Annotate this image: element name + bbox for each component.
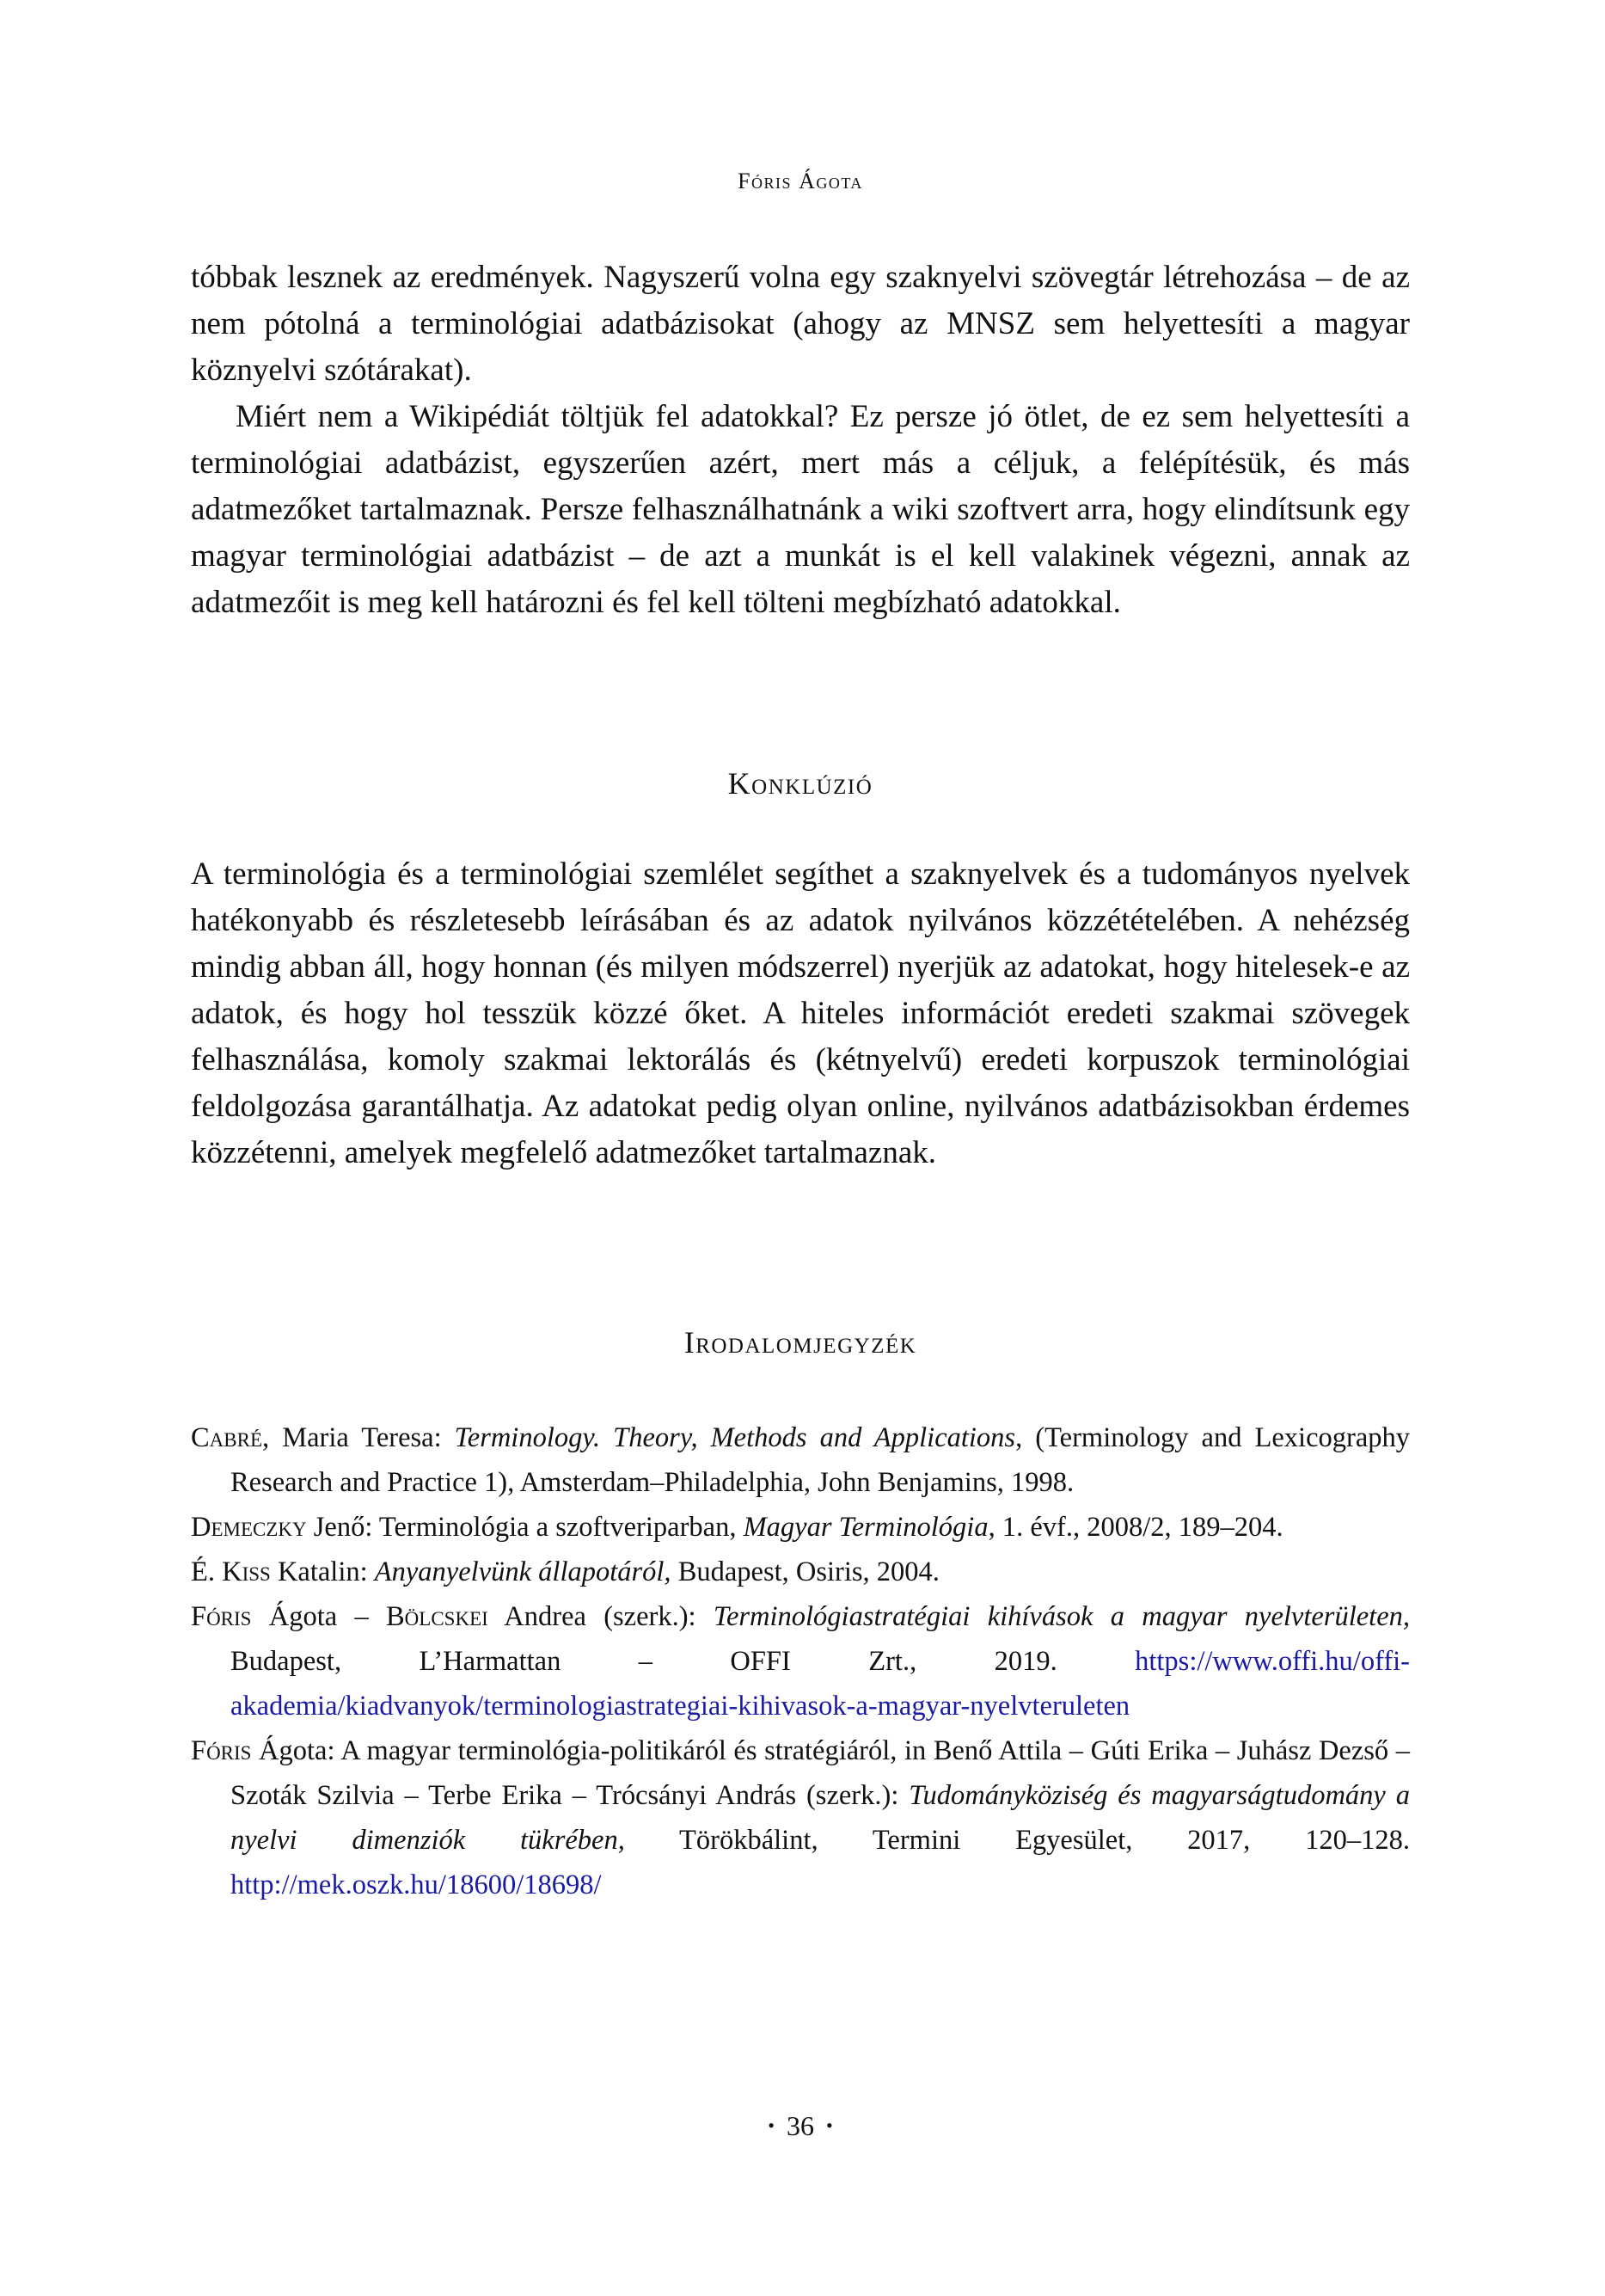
- author-rest: Jenő: Terminológia a szoftveriparban,: [306, 1512, 744, 1543]
- author-rest: , Maria Teresa:: [262, 1422, 455, 1453]
- page-number: 36: [787, 2110, 814, 2141]
- author-prefix: É.: [191, 1556, 223, 1587]
- work-title: Terminology. Theory, Methods and Applications: [454, 1422, 1016, 1453]
- bibliography-entry: [191, 1594, 1410, 1728]
- author-surname: Kiss: [222, 1556, 271, 1587]
- work-title: Tudományköziség és magyarságtudomány a nyelvi dimenziók tükrében,: [230, 1780, 1410, 1856]
- publication-details: Budapest, L’Harmattan – OFFI Zrt., 2019.: [230, 1646, 1136, 1677]
- bibliography-list: [191, 1415, 1410, 1907]
- bullet-ornament-icon: •: [768, 2115, 775, 2136]
- author-surname: Cabré: [191, 1422, 263, 1453]
- page-number-footer: [191, 2110, 1410, 2142]
- bibliography-entry: [191, 1415, 1410, 1505]
- bibliography-entry: [191, 1550, 1410, 1594]
- work-title: Terminológiastratégiai kihívások a magyar nyelvterületen,: [713, 1601, 1410, 1632]
- publication-details: , 1. évf., 2008/2, 189–204.: [988, 1512, 1283, 1543]
- bibliography-entry: [191, 1728, 1410, 1907]
- author-surname: Demeczky: [191, 1512, 307, 1543]
- conclusion-text: [191, 851, 1410, 1176]
- section-heading-bibliography: Irodalomjegyzék: [683, 1325, 917, 1360]
- author-surname: Fóris: [191, 1735, 252, 1766]
- paragraph: tóbbak lesznek az eredmények. Nagyszerű volna egy szaknyelvi szövegtár létrehozása – de az nem pótolná a terminológiai adatbázisokat (ahogy az MNSZ sem helyettesíti a magyar köznyelvi szótárakat).: [191, 260, 1410, 388]
- paragraph: A terminológia és a terminológiai szemlélet segíthet a szaknyelvek és a tudományos nyelvek hatékonyabb és részletesebb leírásában és az adatok nyilvános közzétételében. A nehézség mindig abban áll, hogy honnan (és milyen módszerrel) nyerjük az adatokat, hogy hitelesek-e az adatok, és hogy hol tesszük közzé őket. A hiteles információt eredeti szakmai szövegek felhasználása, komoly szakmai lektorálás és (kétnyelvű) eredeti korpuszok terminológiai feldolgozása garantálhatja. Az adatokat pedig olyan online, nyilvános adatbázisokban érdemes közzétenni, amelyek megfelelő adatmezőket tartalmaznak.: [191, 856, 1410, 1170]
- journal-title: Magyar Terminológia: [743, 1512, 989, 1543]
- author-surname: Fóris: [191, 1601, 252, 1632]
- author-surname-2: Bölcskei: [386, 1601, 488, 1632]
- paragraph: Miért nem a Wikipédiát töltjük fel adatokkal? Ez persze jó ötlet, de ez sem helyettesíti a terminológiai adatbázist, egyszerűen azért, mert más a céljuk, a felépítésük, és más adatmezőket tartalmaznak. Persze felhasználhatnánk a wiki szoftvert arra, hogy elindítsunk egy magyar terminológiai adatbázist – de azt a munkát is el kell valakinek végezni, annak az adatmezőit is meg kell határozni és fel kell tölteni megbízható adatokkal.: [191, 399, 1410, 620]
- author-rest: Katalin:: [270, 1556, 375, 1587]
- author-rest: Andrea (szerk.):: [487, 1601, 714, 1632]
- author-mid: Ágota –: [251, 1601, 386, 1632]
- running-head: Fóris Ágota: [738, 169, 863, 193]
- continuation-text: [191, 255, 1410, 626]
- work-title: Anyanyelvünk állapotáról,: [374, 1556, 671, 1587]
- bibliography-entry: [191, 1505, 1410, 1550]
- bullet-ornament-icon: •: [826, 2115, 833, 2136]
- reference-link[interactable]: https://www.offi.hu/offi-akademia/kiadvanyok/terminologiastrategiai-kihivasok-a-magyar-nyelvteruleten: [230, 1646, 1410, 1722]
- publication-details: Törökbálint, Termini Egyesület, 2017, 120–128.: [624, 1825, 1410, 1856]
- section-heading-conclusion: Konklúzió: [727, 766, 873, 801]
- publication-details: , (Terminology and Lexicography Research and Practice 1), Amsterdam–Philadelphia, John Benjamins, 1998.: [230, 1422, 1410, 1498]
- reference-link[interactable]: http://mek.oszk.hu/18600/18698/: [230, 1869, 602, 1900]
- author-rest: Ágota: A magyar terminológia-politikáról és stratégiáról, in Benő Attila – Gúti Erika – Juhász Dezső – Szoták Szilvia – Terbe Erika – Trócsányi András (szerk.):: [230, 1735, 1410, 1811]
- publication-details: Budapest, Osiris, 2004.: [671, 1556, 940, 1587]
